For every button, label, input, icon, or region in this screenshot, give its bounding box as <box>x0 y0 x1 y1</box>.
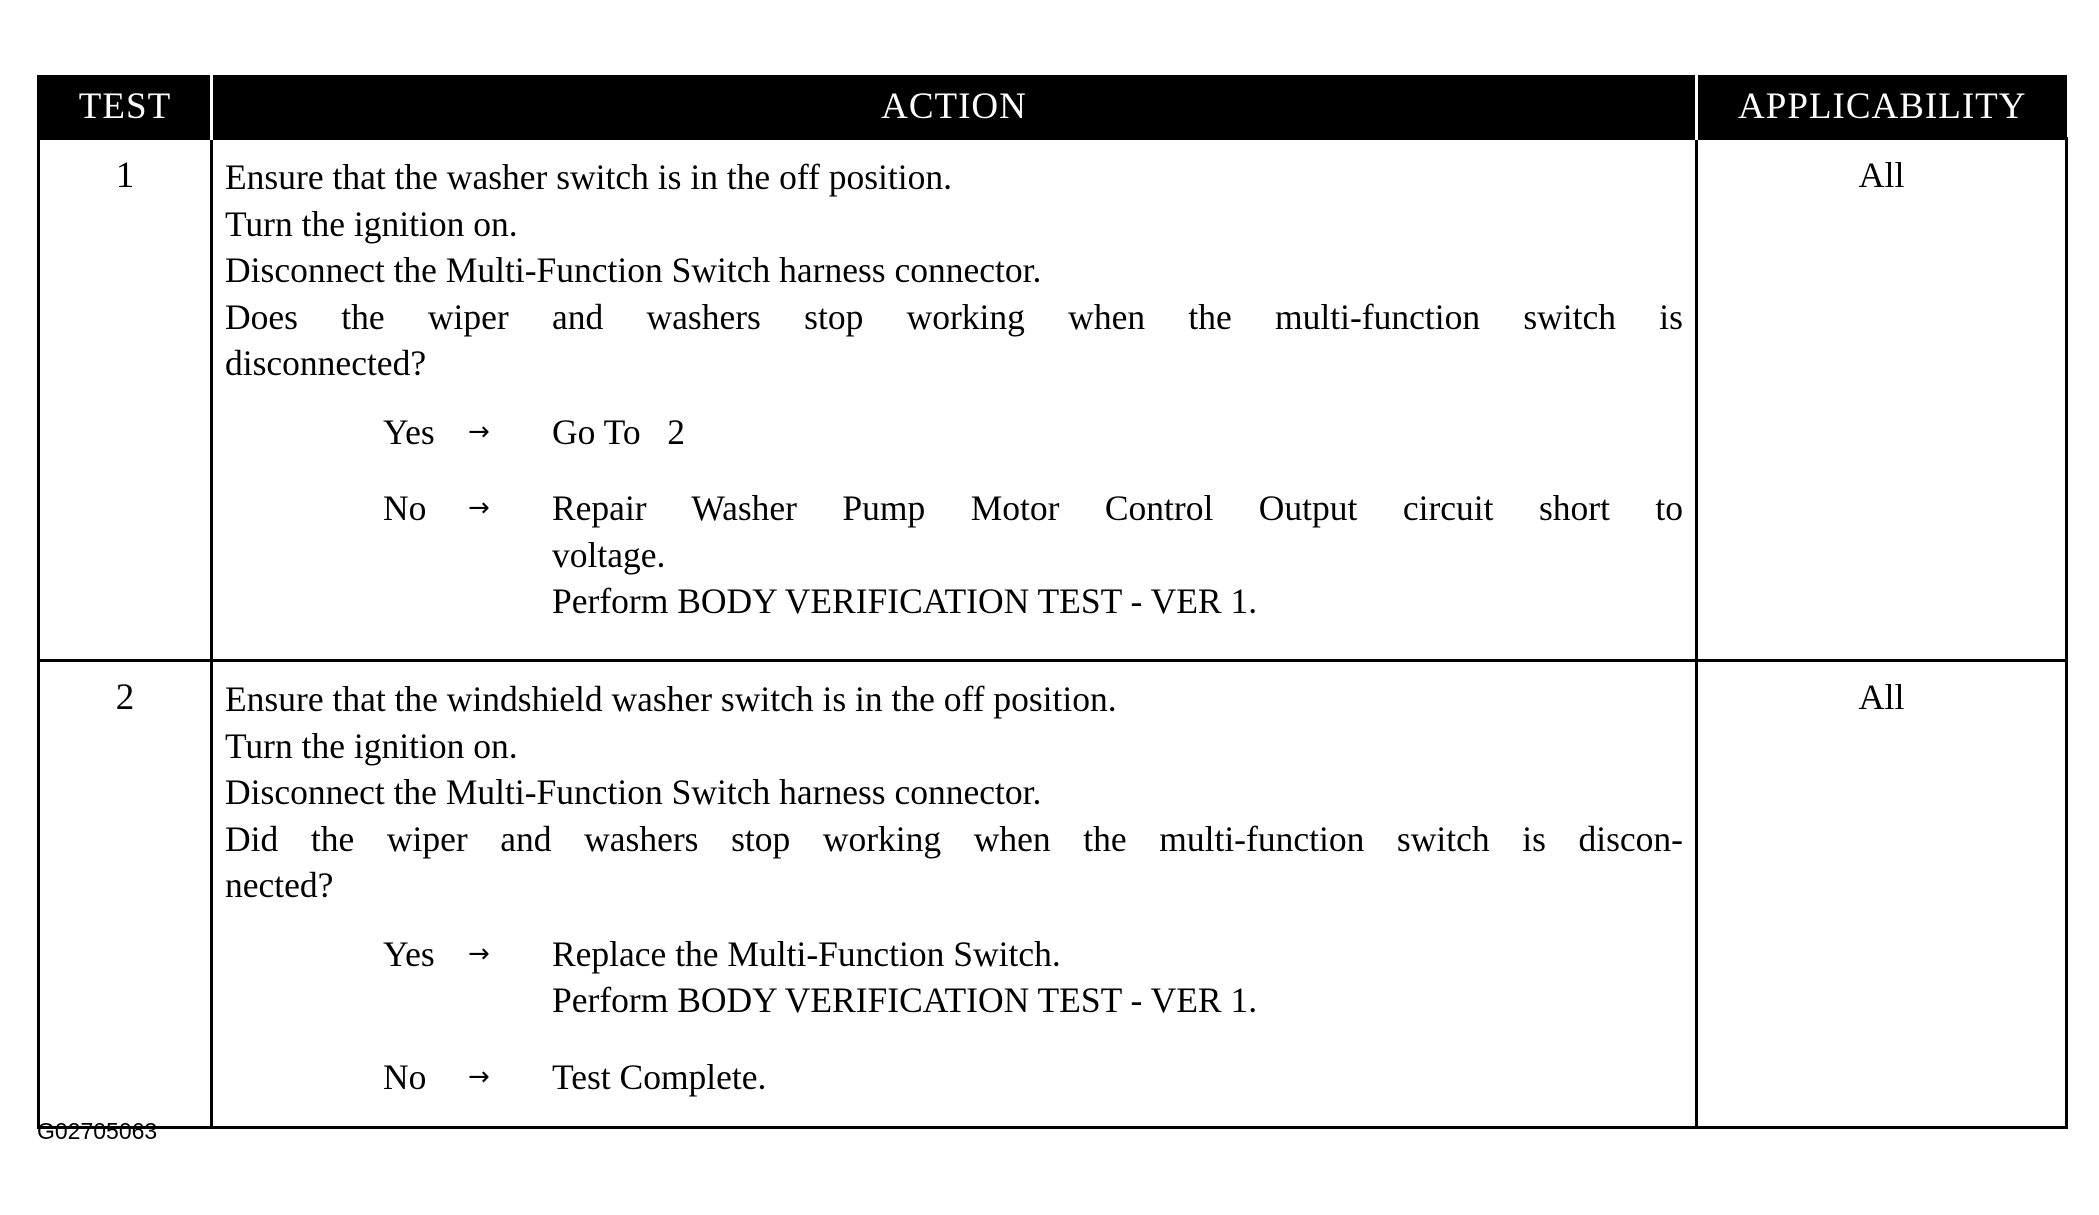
applicability-value: All <box>1858 677 1905 717</box>
answer-yes <box>383 409 1683 456</box>
answer-list <box>225 931 1683 1101</box>
applicability-cell <box>1697 661 2067 1128</box>
answer-line: voltage. <box>552 534 666 575</box>
table-row <box>39 661 2067 1128</box>
instruction-line: nected? <box>225 865 334 905</box>
diagnostic-test-table <box>37 75 2068 1129</box>
instruction-line: Disconnect the Multi-Function Switch harness connector. <box>225 772 1042 812</box>
table-body <box>39 139 2067 1128</box>
test-number-cell <box>39 661 212 1128</box>
answer-no <box>383 485 1683 625</box>
applicability-value: All <box>1858 155 1905 195</box>
answer-line: Perform BODY VERIFICATION TEST - VER 1. <box>552 980 1258 1020</box>
action-cell <box>212 139 1697 661</box>
instruction-line: disconnected? <box>225 343 427 383</box>
answer-yes <box>383 931 1683 1024</box>
answer-label: No <box>383 1056 427 1097</box>
answer-text <box>552 409 1683 456</box>
instruction-line: Turn the ignition on. <box>225 725 518 766</box>
answer-text <box>552 931 1683 1024</box>
answer-line: Test Complete. <box>552 1056 767 1097</box>
right-arrow-icon: → <box>468 938 490 969</box>
answer-line: Go To 2 <box>552 411 685 452</box>
answer-line: Perform BODY VERIFICATION TEST - VER 1. <box>552 581 1258 621</box>
header-row <box>39 75 2067 139</box>
answer-label: Yes <box>383 933 435 974</box>
right-arrow-icon: → <box>468 493 490 523</box>
instruction-line: Turn the ignition on. <box>225 203 518 244</box>
instruction-line: Does the wiper and washers stop working when the multi-function switch is <box>225 296 1683 337</box>
answer-label: No <box>383 488 427 528</box>
answer-label: Yes <box>383 411 435 452</box>
answer-text <box>552 1054 1683 1101</box>
header-action: ACTION <box>212 75 1697 139</box>
instruction-line: Did the wiper and washers stop working when the multi-function switch is discon- <box>225 818 1683 859</box>
header-test: TEST <box>39 75 212 139</box>
action-cell <box>212 661 1697 1128</box>
answer-no <box>383 1054 1683 1101</box>
instruction-line: Ensure that the windshield washer switch is in the off position. <box>225 679 1117 719</box>
diagnostic-test-table-container <box>37 75 2065 1129</box>
table-header <box>39 75 2067 139</box>
right-arrow-icon: → <box>468 1061 490 1092</box>
answer-line: Replace the Multi-Function Switch. <box>552 933 1061 974</box>
answer-list <box>225 409 1683 625</box>
right-arrow-icon: → <box>468 416 490 447</box>
applicability-cell <box>1697 139 2067 661</box>
instruction-line: Ensure that the washer switch is in the off position. <box>225 157 952 197</box>
test-number: 2 <box>115 677 135 718</box>
test-number: 1 <box>115 155 135 196</box>
figure-id: G02705063 <box>37 1118 158 1144</box>
table-row <box>39 139 2067 661</box>
answer-line: Repair Washer Pump Motor Control Output circuit short to <box>552 488 1683 528</box>
answer-text <box>552 485 1683 625</box>
instruction-line: Disconnect the Multi-Function Switch harness connector. <box>225 250 1042 290</box>
header-applicability: APPLICABILITY <box>1697 75 2067 139</box>
test-number-cell <box>39 139 212 661</box>
